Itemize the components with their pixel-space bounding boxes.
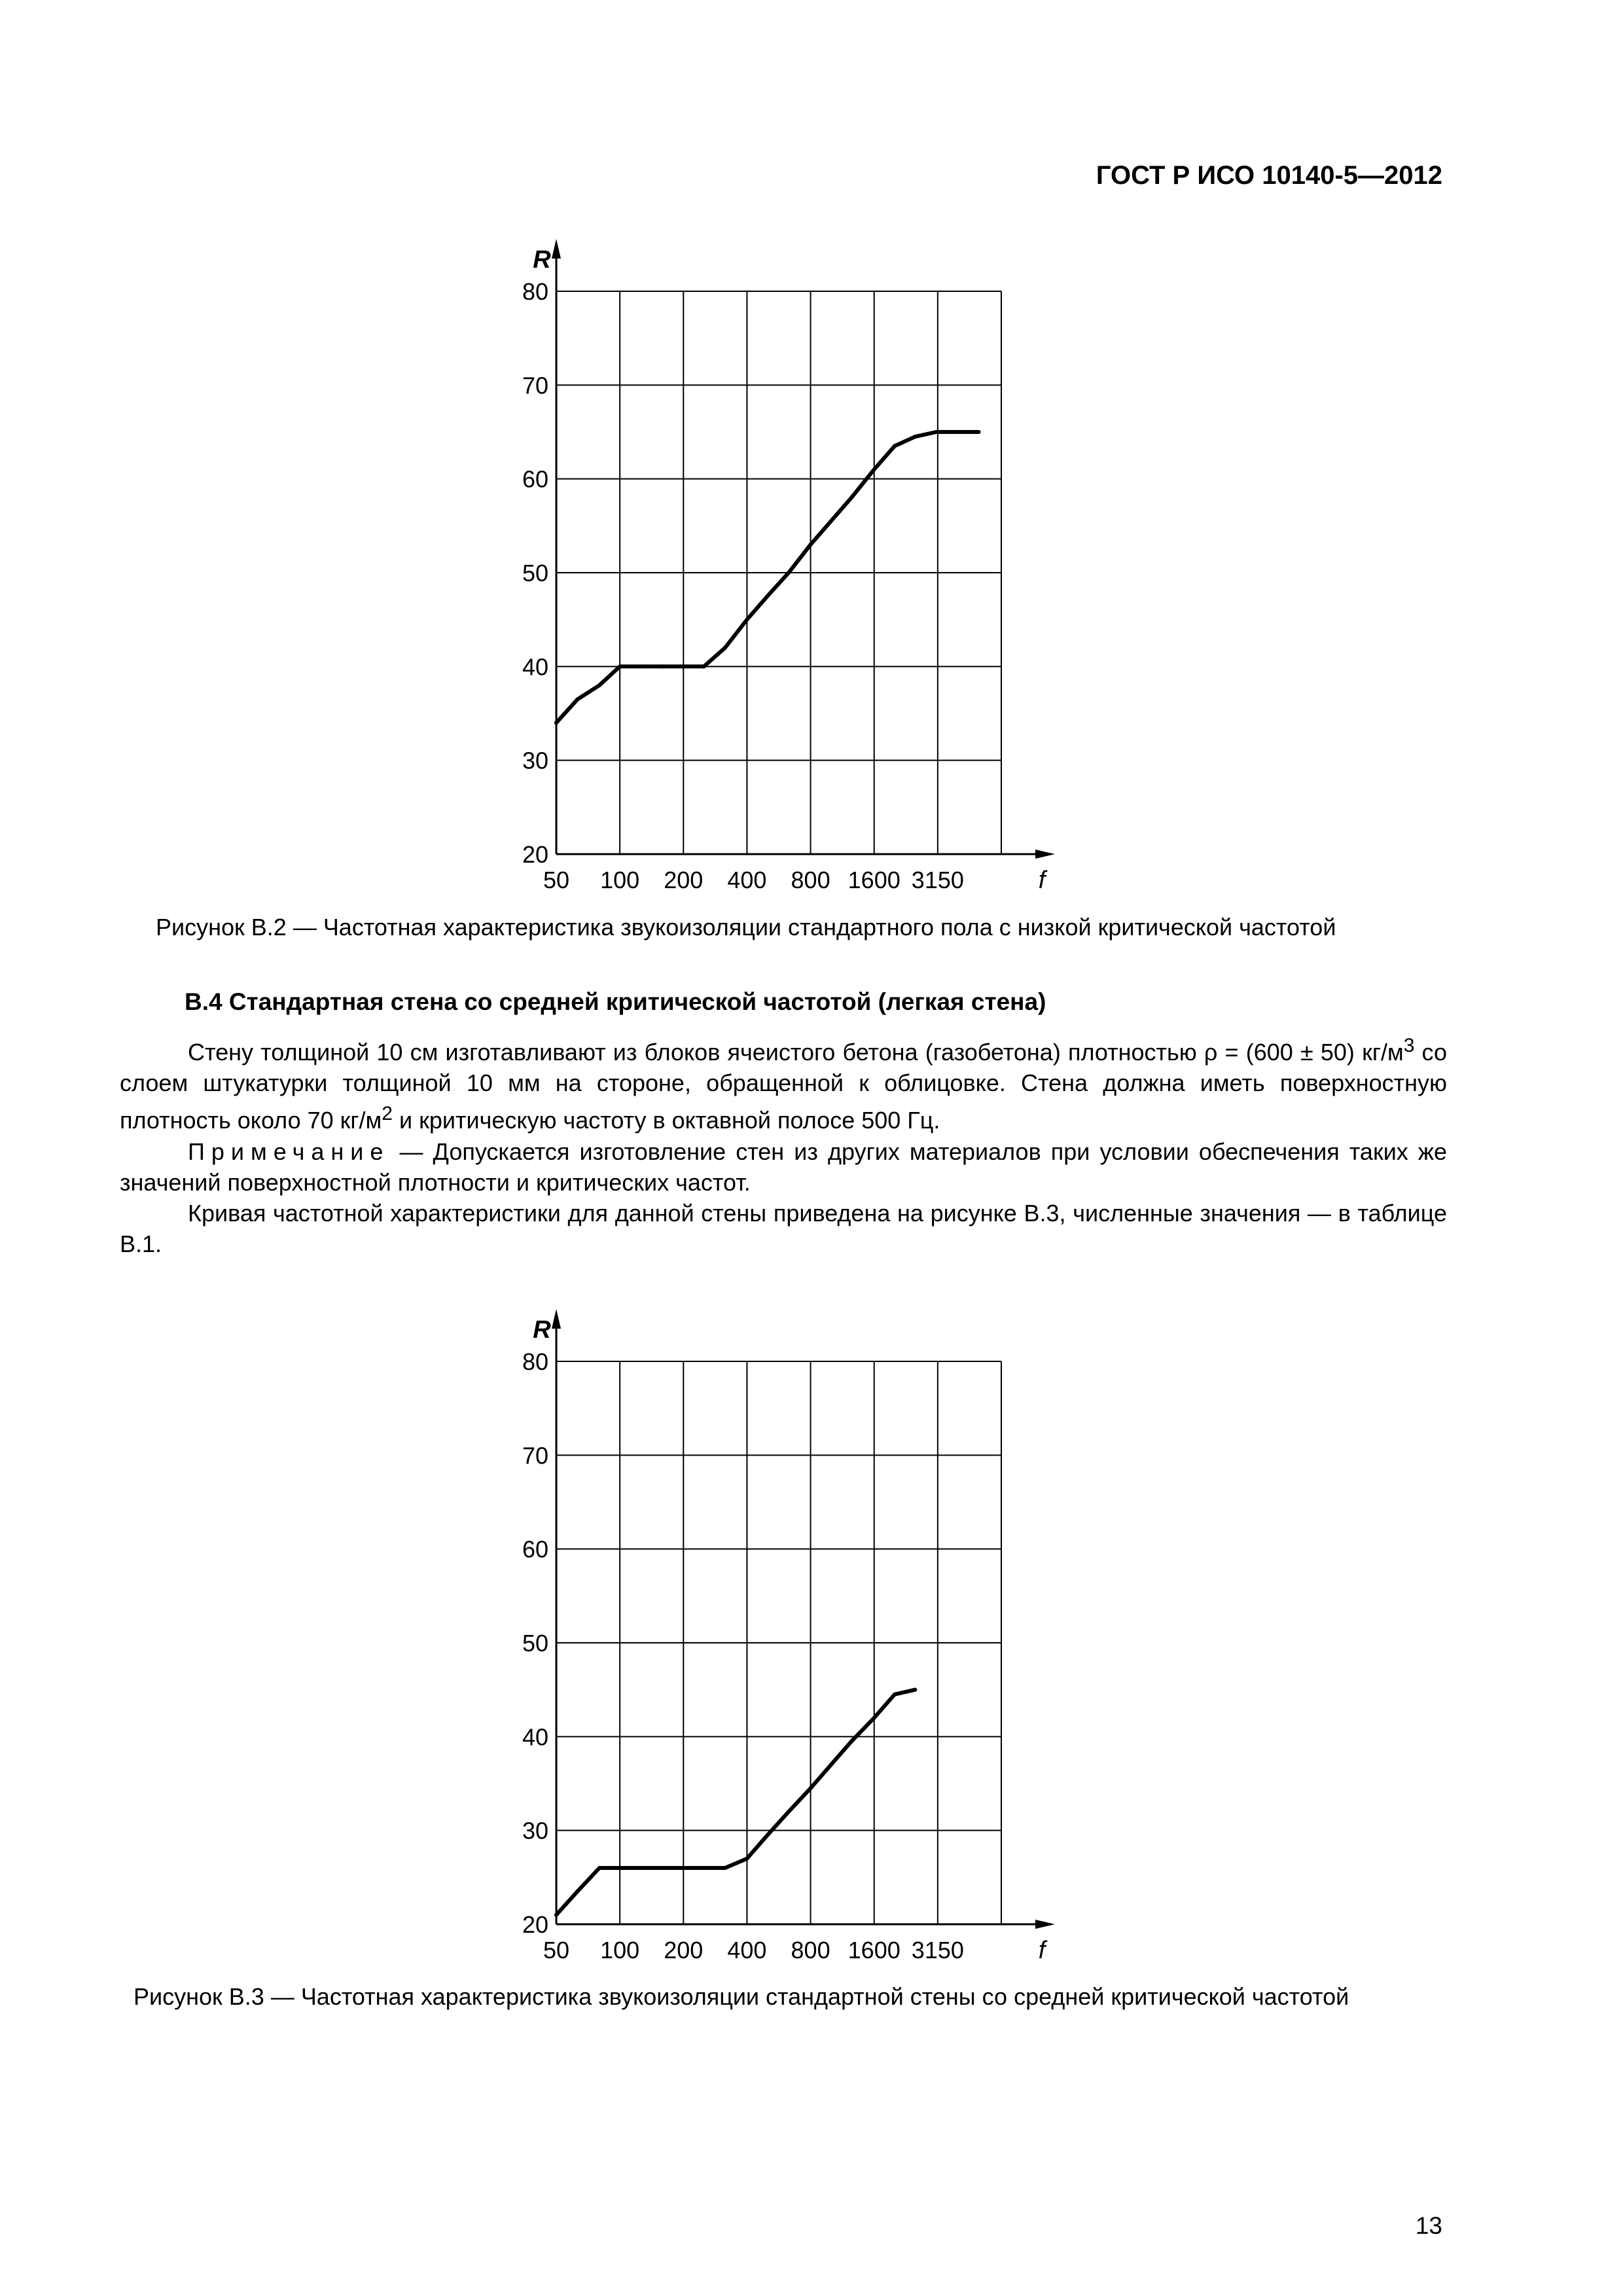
x-tick-label: 200: [664, 867, 704, 893]
data-point: [575, 1890, 579, 1893]
data-point: [745, 618, 749, 622]
data-point: [787, 1810, 791, 1814]
y-tick-label: 50: [522, 1630, 548, 1657]
reference-paragraph: [120, 1198, 1447, 1259]
paragraph-text-c: и критическую частоту в октавной полосе 500 Гц.: [392, 1107, 940, 1134]
y-axis-arrow-icon: [552, 1309, 561, 1329]
y-tick-label: 80: [522, 278, 548, 305]
x-axis-arrow-icon: [1035, 1920, 1055, 1929]
data-point: [702, 1866, 706, 1870]
data-point: [872, 467, 876, 471]
data-point: [597, 683, 601, 687]
y-tick-label: 30: [522, 1817, 548, 1844]
figure-b2-chart: [497, 236, 1073, 910]
data-point: [829, 1763, 833, 1767]
figure-b2-caption: Рисунок В.2 — Частотная характеристика звукоизоляции стандартного пола с низкой критической частотой: [156, 914, 1336, 941]
data-point: [849, 1740, 853, 1744]
data-point: [618, 1866, 622, 1870]
y-tick-label: 60: [522, 1535, 548, 1563]
data-point: [554, 721, 558, 725]
x-axis-label: f: [1038, 867, 1046, 894]
data-point: [956, 430, 960, 434]
data-point: [872, 1716, 876, 1720]
y-axis-arrow-icon: [552, 239, 561, 259]
x-tick-label: 200: [664, 1937, 704, 1964]
data-point: [787, 571, 791, 575]
data-point: [554, 1913, 558, 1917]
y-tick-label: 80: [522, 1348, 548, 1375]
data-point: [849, 495, 853, 499]
data-point: [618, 664, 622, 668]
reference-text: Кривая частотной характеристики для данной стены приведена на рисунке В.3, численные значения — в таблице В.1.: [120, 1200, 1447, 1257]
y-tick-label: 20: [522, 841, 548, 868]
x-tick-label: 100: [600, 1937, 640, 1964]
data-point: [723, 1866, 727, 1870]
data-point: [829, 519, 833, 523]
section-paragraph: [120, 1030, 1447, 1136]
note-label: Примечание: [188, 1138, 390, 1165]
y-tick-label: 70: [522, 372, 548, 399]
data-point: [809, 543, 813, 547]
data-point: [766, 1833, 770, 1837]
data-point: [638, 1866, 642, 1870]
x-tick-label: 50: [543, 1937, 570, 1964]
figure-b3-caption: Рисунок В.3 — Частотная характеристика звукоизоляции стандартной стены со средней критической частотой: [134, 1983, 1349, 2010]
y-tick-label: 40: [522, 653, 548, 681]
y-tick-label: 60: [522, 465, 548, 493]
document-header: ГОСТ Р ИСО 10140-5—2012: [1096, 161, 1442, 190]
data-point: [575, 698, 579, 702]
x-tick-label: 100: [600, 867, 640, 893]
data-point: [745, 1857, 749, 1861]
superscript-3: 3: [1403, 1035, 1415, 1056]
y-axis-label: R: [533, 246, 551, 274]
data-point: [976, 430, 980, 434]
y-axis-label: R: [533, 1316, 551, 1344]
note-paragraph: [120, 1136, 1447, 1198]
superscript-2: 2: [382, 1103, 393, 1124]
note-text: — Допускается изготовление стен из других материалов при условии обеспечения таких же значений поверхностной плотности и критических частот.: [120, 1138, 1447, 1196]
page-number: 13: [1415, 2212, 1442, 2239]
x-tick-label: 50: [543, 867, 570, 893]
y-tick-label: 20: [522, 1911, 548, 1938]
data-point: [702, 664, 706, 668]
data-point: [893, 1693, 897, 1696]
x-tick-label: 1600: [847, 867, 901, 893]
x-tick-label: 3150: [911, 867, 964, 893]
paragraph-text-a: Стену толщиной 10 см изготавливают из блоков ячеистого бетона (газобетона) плотностью ρ = (600 ± 50) кг/м: [188, 1039, 1404, 1066]
paragraph-text-b: со слоем штукатурки толщиной 10 мм на стороне, обращенной к облицовке. Стена должна иметь поверхностную плотность около 70 кг/м: [120, 1039, 1447, 1134]
x-tick-label: 400: [727, 867, 767, 893]
y-tick-label: 30: [522, 747, 548, 774]
data-point: [766, 594, 770, 598]
data-point: [913, 1688, 917, 1692]
data-point: [681, 664, 685, 668]
data-point: [597, 1866, 601, 1870]
figure-b3-chart: [497, 1306, 1073, 1980]
data-point: [893, 444, 897, 448]
sound-insulation-curve: [556, 1690, 915, 1915]
y-tick-label: 40: [522, 1723, 548, 1751]
x-tick-label: 1600: [847, 1937, 901, 1964]
x-axis-arrow-icon: [1035, 850, 1055, 859]
x-tick-label: 3150: [911, 1937, 964, 1964]
data-point: [723, 646, 727, 650]
data-point: [681, 1866, 685, 1870]
data-point: [935, 430, 938, 434]
y-tick-label: 70: [522, 1442, 548, 1469]
data-point: [661, 1866, 665, 1870]
x-tick-label: 800: [791, 867, 830, 893]
data-point: [638, 664, 642, 668]
section-heading: В.4 Стандартная стена со средней критической частотой (легкая стена): [185, 988, 1046, 1015]
x-axis-label: f: [1038, 1937, 1046, 1964]
x-tick-label: 400: [727, 1937, 767, 1964]
x-tick-label: 800: [791, 1937, 830, 1964]
data-point: [809, 1786, 813, 1790]
data-point: [913, 435, 917, 439]
data-point: [661, 664, 665, 668]
y-tick-label: 50: [522, 560, 548, 586]
